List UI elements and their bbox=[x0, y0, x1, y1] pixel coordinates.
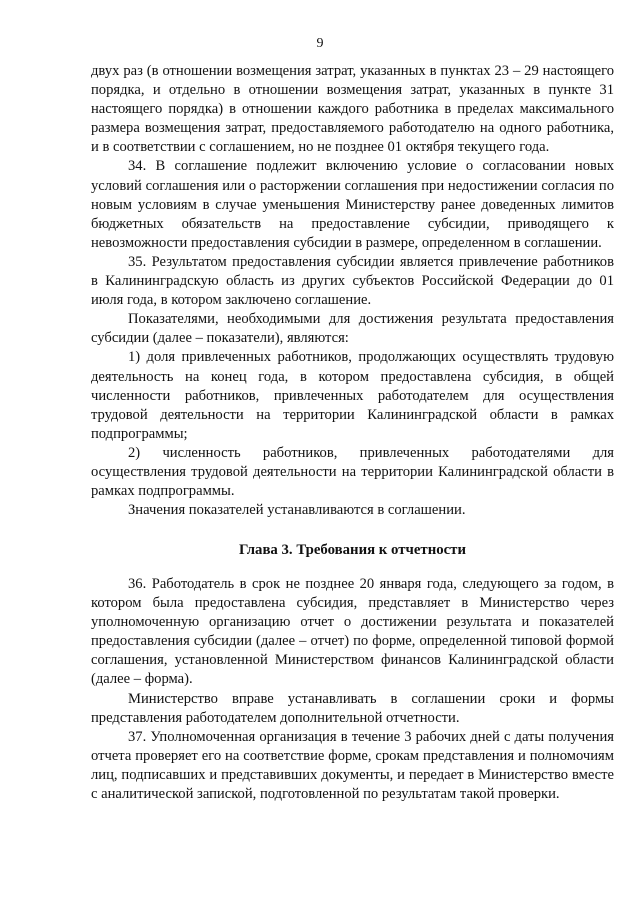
chapter-heading: Глава 3. Требования к отчетности bbox=[239, 542, 466, 558]
paragraph-continuation: двух раз (в отношении возмещения затрат, указанных в пунктах 23 – 29 настоящего порядка, и отдельно в отношении возмещения затрат, указанных в пункте 31 настоящего порядка) в отношении каждого работника в пределах максимального размера возмещения затрат, предоставляемого работодателю на одного работника, и в соответствии с соглашением, но не позднее 01 октября текущего года. bbox=[91, 63, 614, 156]
document-body-top bbox=[91, 62, 614, 520]
list-item-1: 1) доля привлеченных работников, продолжающих осуществлять трудовую деятельность на конец года, в котором предоставлена субсидия, в общей численности работников, привлеченных работодателем для осуществления трудовой деятельности на территории Калининградской области в рамках подпрограммы; bbox=[91, 349, 614, 442]
paragraph-34: 34. В соглашение подлежит включению условие о согласовании новых условий соглашения или о расторжении соглашения при недостижении согласия по новым условиям в случае уменьшения Министерству ранее доведенных лимитов бюджетных обязательств на предоставление субсидии, приводящего к невозможности предоставления субсидии в размере, определенном в соглашении. bbox=[91, 158, 614, 251]
page-number: 9 bbox=[316, 36, 324, 51]
paragraph-indicators-intro: Показателями, необходимыми для достижения результата предоставления субсидии (далее – показатели), являются: bbox=[91, 311, 614, 347]
paragraph-35: 35. Результатом предоставления субсидии является привлечение работников в Калининградскую область из других субъектов Российской Федерации до 01 июля года, в котором заключено соглашение. bbox=[91, 253, 614, 309]
paragraph-additional-reporting: Министерство вправе устанавливать в соглашении сроки и формы представления работодателем дополнительной отчетности. bbox=[91, 690, 614, 726]
paragraph-36: 36. Работодатель в срок не позднее 20 января года, следующего за годом, в котором была предоставлена субсидия, представляет в Министерство через уполномоченную организацию отчет о достижении результата и показателей предоставления субсидии (далее – отчет) по форме, определенной типовой формой соглашения, установленной Министерством финансов Калининградской области (далее – форма). bbox=[91, 576, 614, 688]
list-item-2: 2) численность работников, привлеченных работодателями для осуществления трудовой деятельности на территории Калининградской области в рамках подпрограммы. bbox=[91, 444, 614, 500]
document-body-bottom bbox=[91, 575, 614, 804]
paragraph-37: 37. Уполномоченная организация в течение 3 рабочих дней с даты получения отчета проверяет его на соответствие форме, срокам представления и полномочиям лиц, подписавших и представивших документы, и передает в Министерство вместе с аналитической запиской, подготовленной по результатам такой проверки. bbox=[91, 728, 614, 803]
paragraph-indicator-values: Значения показателей устанавливаются в соглашении. bbox=[128, 502, 466, 519]
